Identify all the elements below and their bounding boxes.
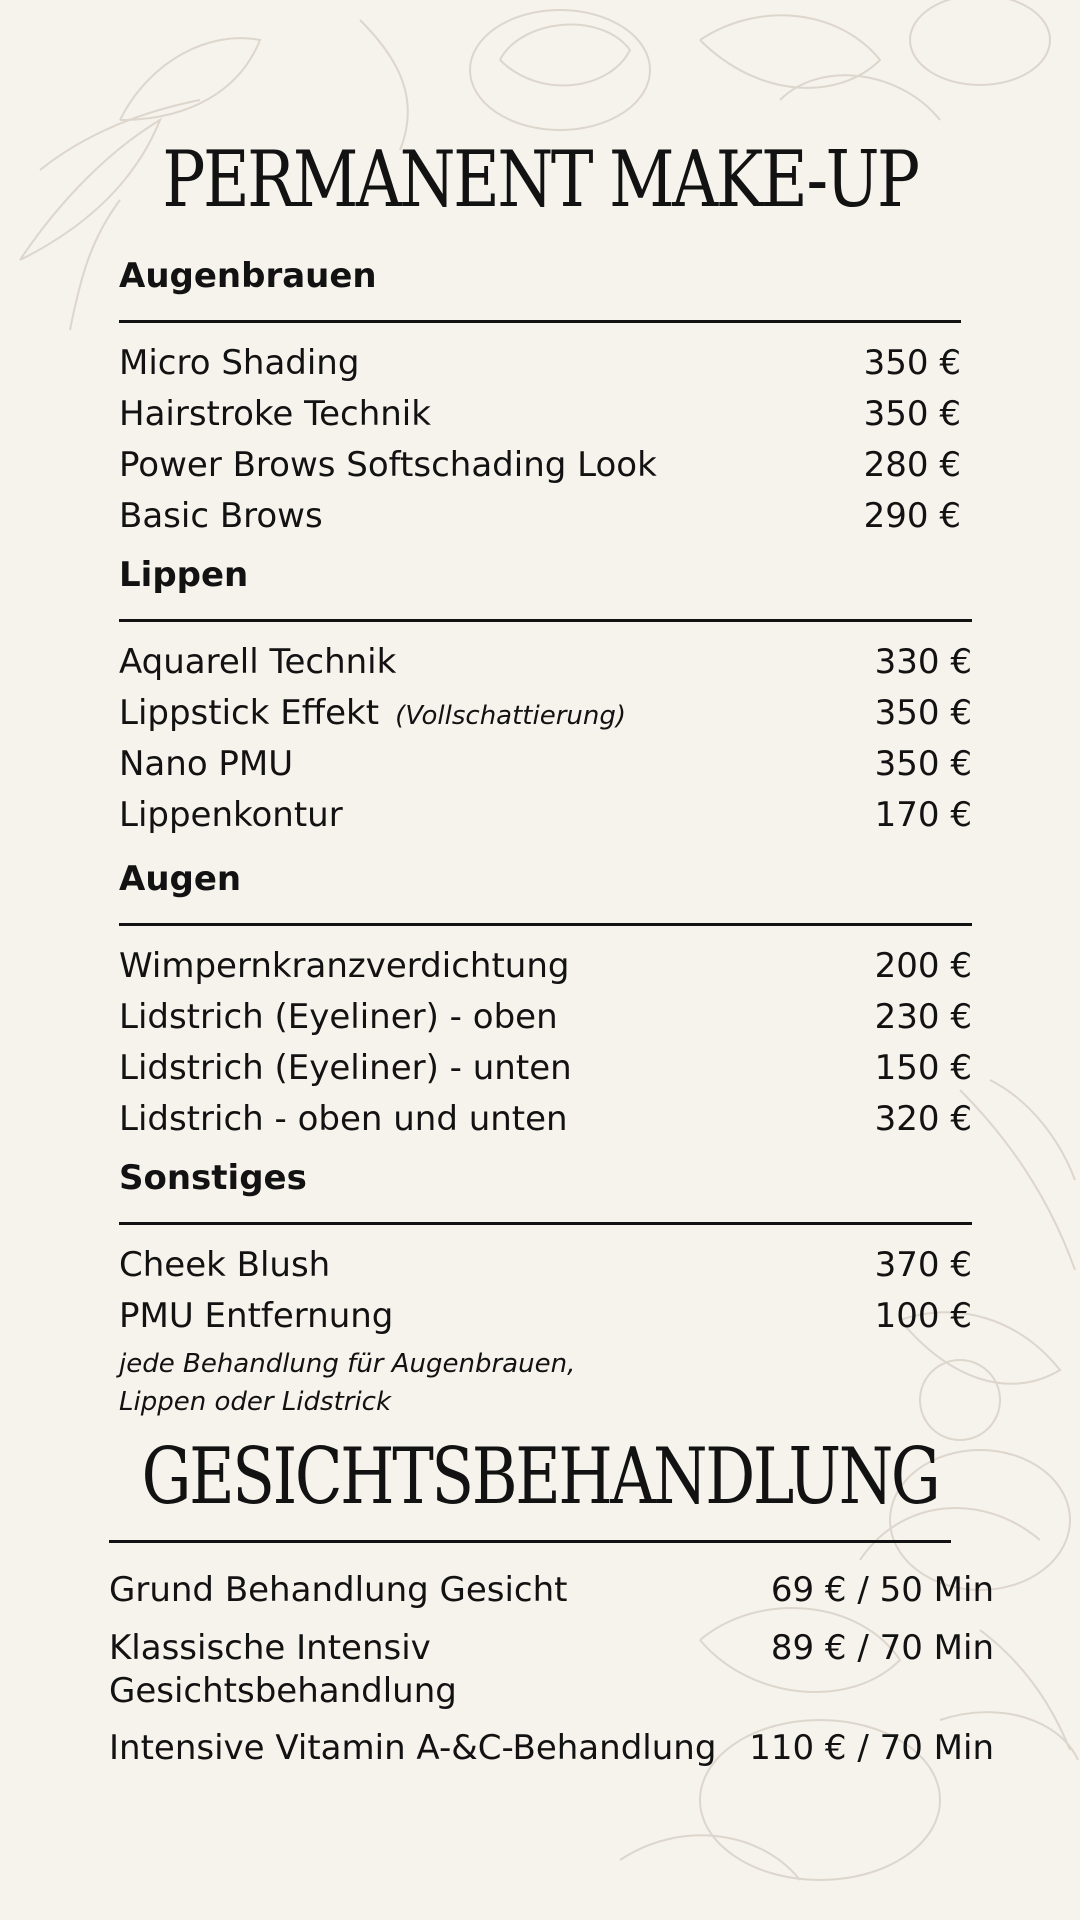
service-price: 89 € / 70 Min [770, 1628, 994, 1668]
section-heading: Augenbrauen [119, 256, 377, 296]
service-price: 350 € [874, 692, 972, 733]
service-name: Wimpernkranzverdichtung [119, 945, 570, 986]
price-row [119, 1042, 972, 1093]
section-divider [109, 1540, 951, 1543]
service-price: 290 € [863, 495, 961, 536]
section-heading: Augen [119, 859, 242, 899]
section-augenbrauen [119, 254, 961, 541]
price-row [119, 940, 972, 991]
price-row [119, 1093, 972, 1144]
service-price: 69 € / 50 Min [770, 1570, 994, 1610]
service-name: Lidstrich (Eyeliner) - oben [119, 996, 558, 1037]
section-augen [119, 857, 972, 1144]
price-row [109, 1727, 994, 1770]
price-row [119, 636, 972, 687]
price-row [109, 1627, 994, 1713]
service-price: 370 € [874, 1244, 972, 1285]
service-price: 170 € [874, 794, 972, 835]
service-price: 330 € [874, 641, 972, 682]
service-name: PMU Entfernung [119, 1295, 394, 1336]
service-price: 150 € [874, 1047, 972, 1088]
price-row [119, 337, 961, 388]
price-row [119, 991, 972, 1042]
service-name: Micro Shading [119, 342, 360, 383]
price-row [119, 738, 972, 789]
service-price: 280 € [863, 444, 961, 485]
section-divider [119, 320, 961, 323]
service-name: Nano PMU [119, 743, 294, 784]
price-row [119, 388, 961, 439]
service-name: Intensive Vitamin A-&C-Behandlung [109, 1728, 717, 1768]
service-name: Aquarell Technik [119, 641, 397, 682]
service-price: 350 € [874, 743, 972, 784]
price-row [119, 490, 961, 541]
section-heading: Lippen [119, 555, 249, 595]
service-name: Grund Behandlung Gesicht [109, 1570, 568, 1610]
service-note: (Vollschattierung) [395, 700, 627, 731]
price-row [119, 439, 961, 490]
service-price: 110 € / 70 Min [749, 1728, 994, 1768]
price-row [109, 1569, 994, 1612]
price-row [119, 1239, 972, 1290]
service-name: Lidstrich - oben und unten [119, 1098, 568, 1139]
section-sonstiges [119, 1156, 972, 1421]
section-divider [119, 923, 972, 926]
footnote [119, 1345, 972, 1421]
price-row [119, 687, 972, 738]
section-divider [119, 1222, 972, 1225]
service-price: 350 € [863, 342, 961, 383]
service-price: 350 € [863, 393, 961, 434]
service-name: Cheek Blush [119, 1244, 331, 1285]
service-price: 230 € [874, 996, 972, 1037]
service-name: Klassische Intensiv Gesichtsbehandlung [109, 1628, 457, 1711]
footnote-line: jede Behandlung für Augenbrauen, [119, 1349, 576, 1379]
service-name: Lippstick Effekt [119, 692, 380, 733]
page-title-gesichtsbehandlung: GESICHTSBEHANDLUNG [141, 1432, 939, 1522]
service-price: 200 € [874, 945, 972, 986]
service-name: Basic Brows [119, 495, 323, 536]
service-price: 100 € [874, 1295, 972, 1336]
section-divider [119, 619, 972, 622]
section-lippen [119, 553, 972, 840]
service-name: Power Brows Softschading Look [119, 444, 657, 485]
price-row [119, 789, 972, 840]
service-name: Lippenkontur [119, 794, 343, 835]
service-name: Lidstrich (Eyeliner) - unten [119, 1047, 572, 1088]
section-heading: Sonstiges [119, 1158, 307, 1198]
service-price: 320 € [874, 1098, 972, 1139]
service-name: Hairstroke Technik [119, 393, 431, 434]
page-title-permanent-makeup: PERMANENT MAKE-UP [162, 135, 918, 225]
footnote-line: Lippen oder Lidstrick [119, 1387, 392, 1417]
price-row [119, 1290, 972, 1341]
section-gesichtsbehandlung [109, 1540, 994, 1770]
